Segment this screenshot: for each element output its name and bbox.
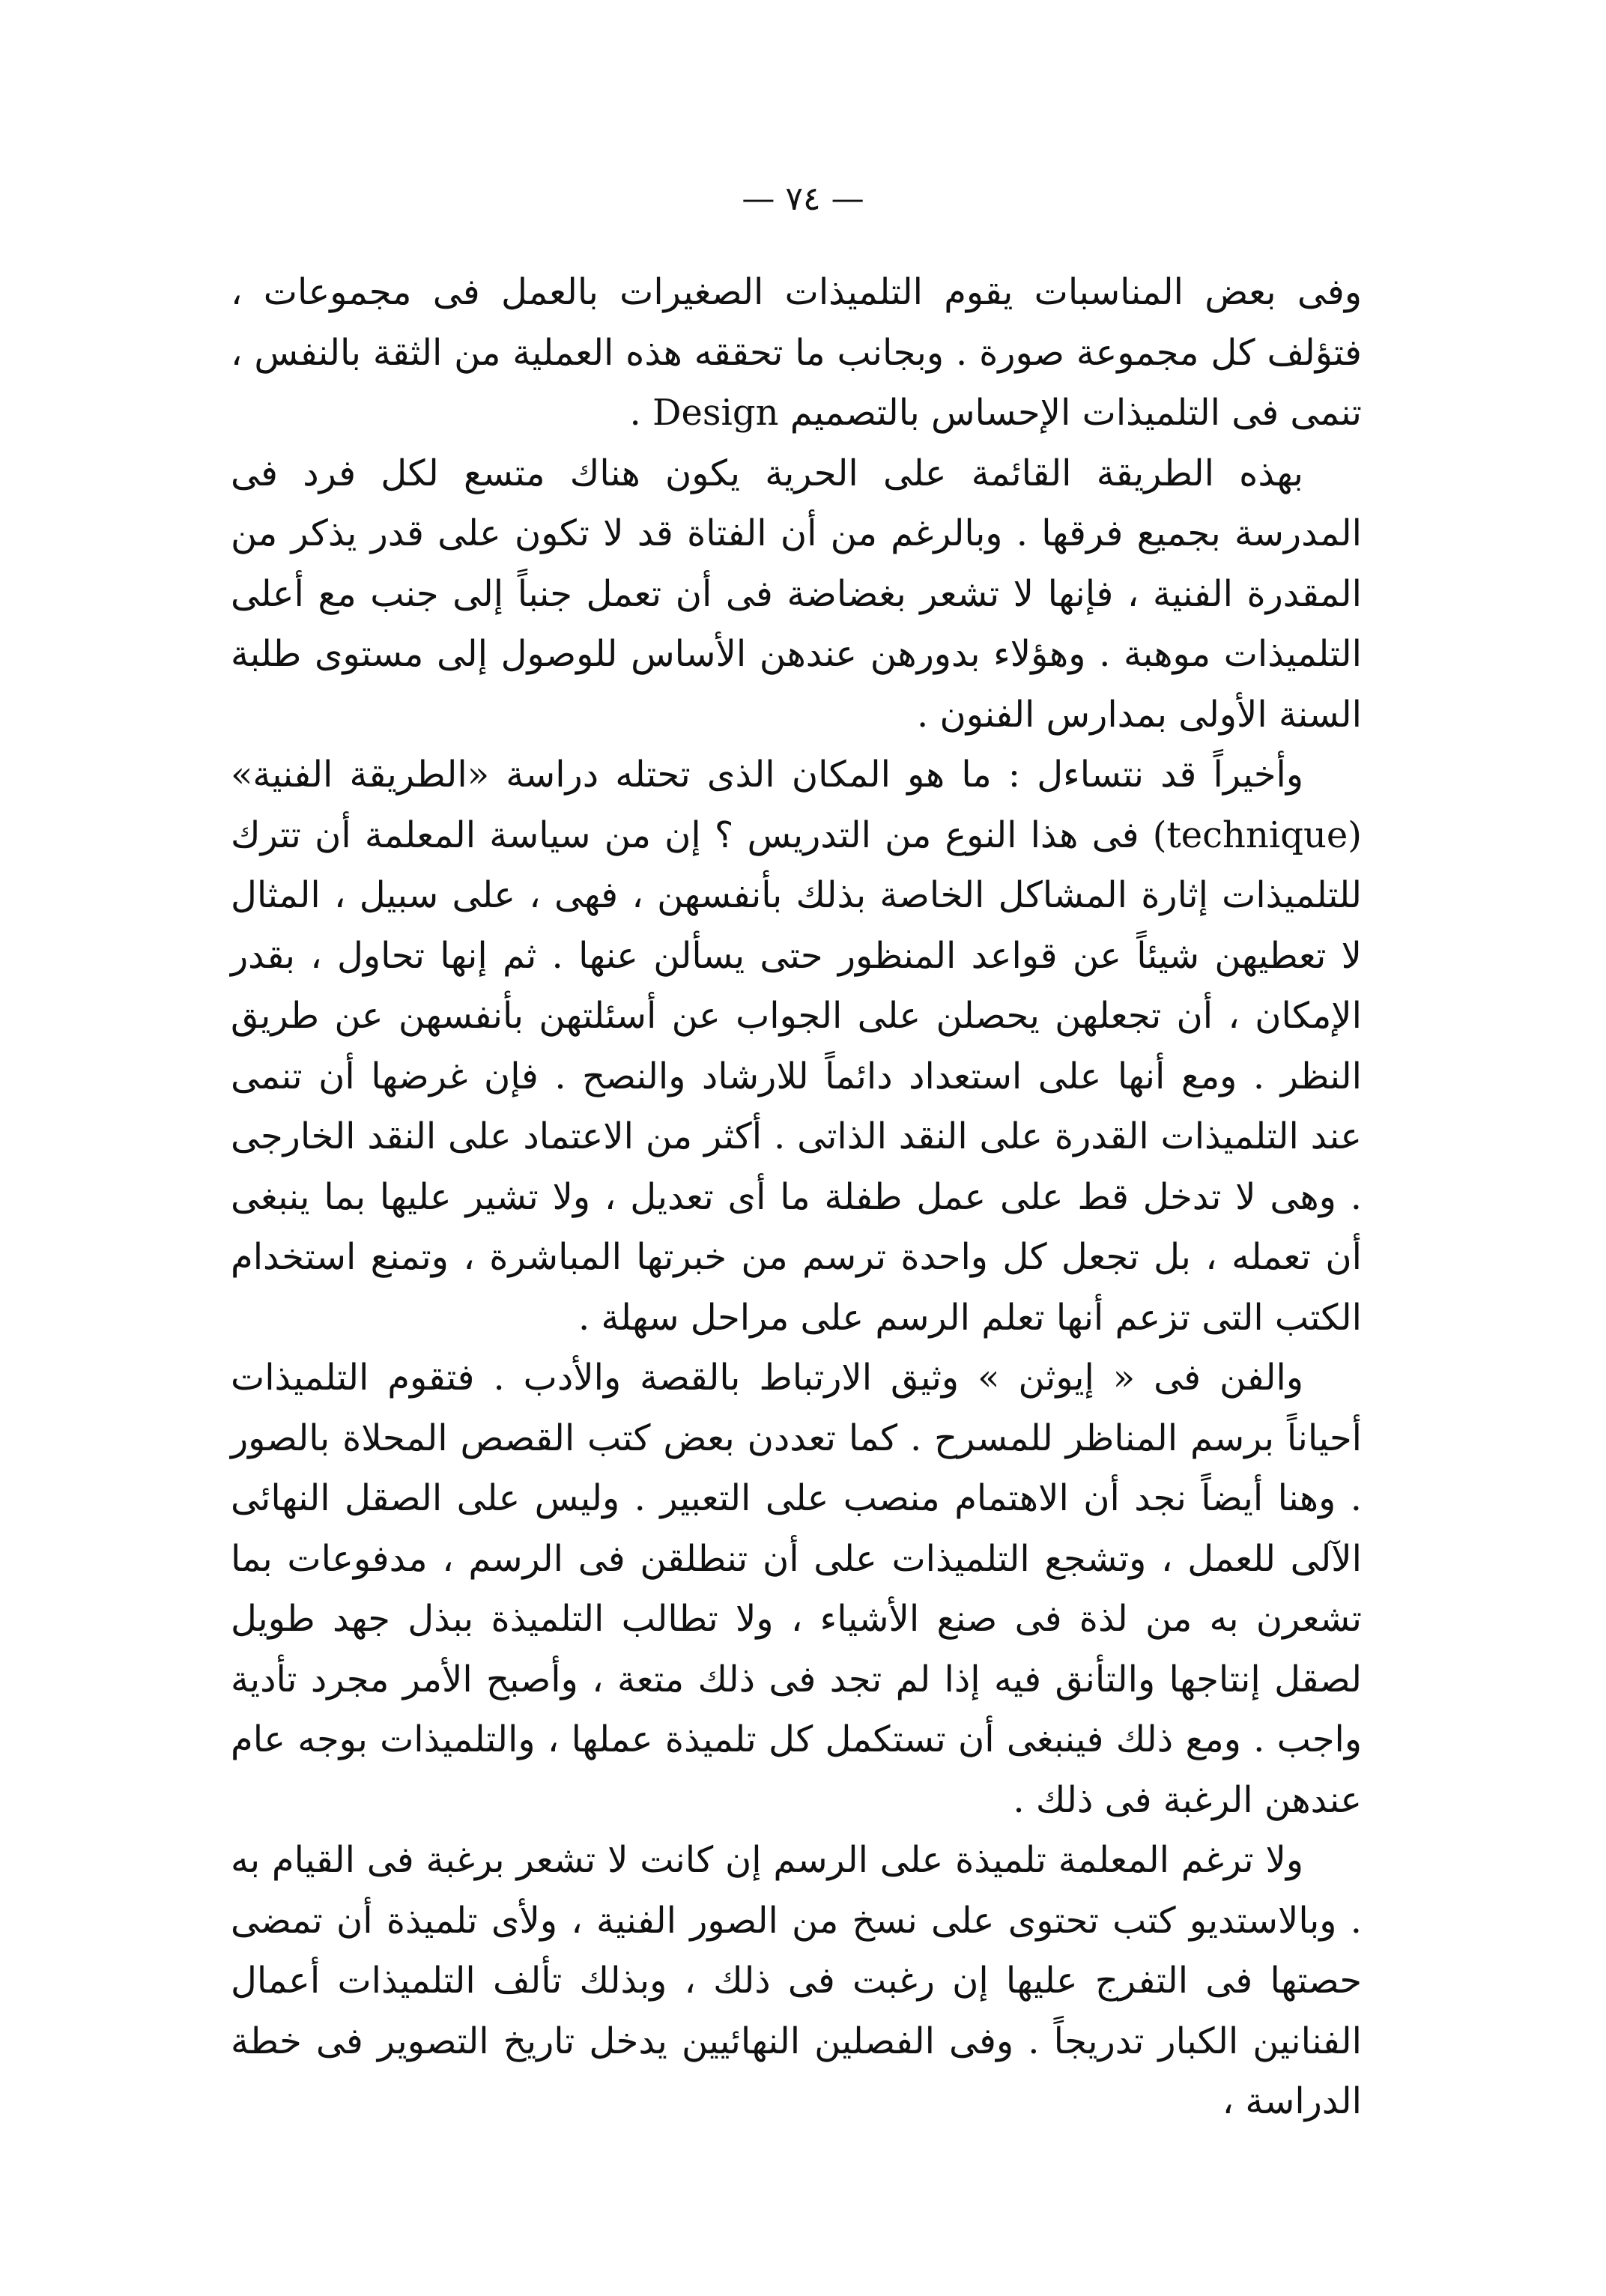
paragraph-art-and-literature: والفن فى « إيوثن » وثيق الارتباط بالقصة والأدب . فتقوم التلميذات أحياناً برسم المناظر للمسرح . كما تعددن بعض كتب القصص المحلاة بالصور . وهنا أيضاً نجد أن الاهتمام منصب على التعبير . وليس على الصقل النهائى الآلى للعمل ، وتشجع التلميذات على أن تنطلقن فى الرسم ، مدفوعات بما تشعرن به من لذة فى صنع الأشياء ، ولا تطالب التلميذة ببذل جهد طويل لصقل إنتاجها والتأنق فيه إذا لم تجد فى ذلك متعة ، وأصبح الأمر مجرد تأدية واجب . ومع ذلك فينبغى أن تستكمل كل تلميذة عملها ، والتلميذات بوجه عام عندهن الرغبة فى ذلك . (231, 1357, 1363, 1821)
paragraph-studio-books: ولا ترغم المعلمة تلميذة على الرسم إن كانت لا تشعر برغبة فى القيام به . وبالاستديو كتب تحتوى على نسخ من الصور الفنية ، ولأى تلميذة أن تمضى حصتها فى التفرج عليها إن رغبت فى ذلك ، وبذلك تألف التلميذات أعمال الفنانين الكبار تدريجاً . وفى الفصلين النهائيين يدخل تاريخ التصوير فى خطة الدراسة ، (231, 1839, 1362, 2122)
page-body (231, 262, 1362, 2132)
paragraph-technique: وأخيراً قد نتساءل : ما هو المكان الذى تحتله دراسة «الطريقة الفنية» (technique) فى هذا النوع من التدريس ؟ إن من سياسة المعلمة أن تترك للتلميذات إثارة المشاكل الخاصة بذلك بأنفسهن ، فهى ، على سبيل ، المثال لا تعطيهن شيئاً عن قواعد المنظور حتى يسألن عنها . ثم إنها تحاول ، بقدر الإمكان ، أن تجعلهن يحصلن على الجواب عن أسئلتهن بأنفسهن عن طريق النظر . ومع أنها على استعداد دائماً للارشاد والنصح . فإن غرضها أن تنمى عند التلميذات القدرة على النقد الذاتى . أكثر من الاعتماد على النقد الخارجى . وهى لا تدخل قط على عمل طفلة ما أى تعديل ، ولا تشير عليها بما ينبغى أن تعمله ، بل تجعل كل واحدة ترسم من خبرتها المباشرة ، وتمنع استخدام الكتب التى تزعم أنها تعلم الرسم على مراحل سهلة . (231, 754, 1362, 1339)
paragraph-freedom-method: بهذه الطريقة القائمة على الحرية يكون هناك متسع لكل فرد فى المدرسة بجميع فرقها . وبالرغم من أن الفتاة قد لا تكون على قدر يذكر من المقدرة الفنية ، فإنها لا تشعر بغضاضة فى أن تعمل جنباً إلى جنب مع أعلى التلميذات موهبة . وهؤلاء بدورهن عندهن الأساس للوصول إلى مستوى طلبة السنة الأولى بمدارس الفنون . (231, 452, 1363, 736)
paragraph-group-work: وفى بعض المناسبات يقوم التلميذات الصغيرات بالعمل فى مجموعات ، فتؤلف كل مجموعة صورة . وبجانب ما تحققه هذه العملية من الثقة بالنفس ، تنمى فى التلميذات الإحساس بالتصميم Design . (231, 271, 1363, 434)
page-number: — ٧٤ — (742, 180, 864, 218)
